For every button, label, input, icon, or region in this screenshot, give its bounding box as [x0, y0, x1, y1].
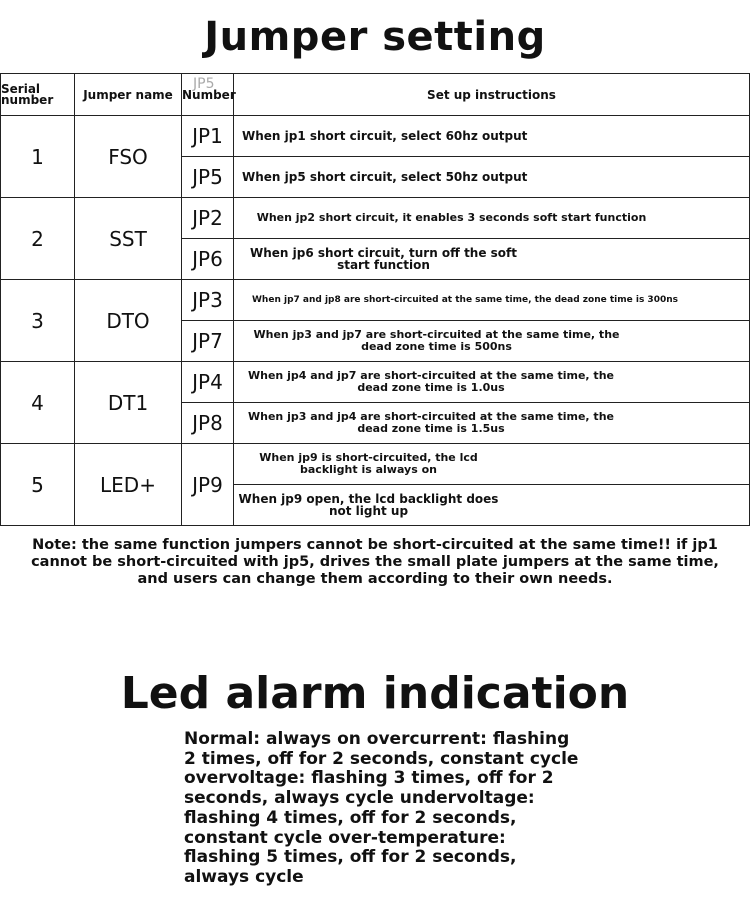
instruction-text: When jp2 short circuit, it enables 3 seconds soft start function	[256, 211, 647, 224]
table-header-row	[1, 74, 750, 116]
header-number-ghost: JP5	[193, 76, 215, 92]
instruction-cell	[234, 157, 750, 198]
instruction-cell	[234, 444, 750, 485]
instruction-cell	[234, 403, 750, 444]
jumper-number-cell: JP4	[182, 362, 234, 403]
jumper-name-cell: DT1	[75, 362, 182, 444]
table-row	[1, 444, 750, 485]
jumper-name-cell: DTO	[75, 280, 182, 362]
jumper-name-cell: FSO	[75, 116, 182, 198]
serial-cell: 5	[1, 444, 75, 526]
serial-cell: 1	[1, 116, 75, 198]
instruction-text: When jp3 and jp7 are short-circuited at the same time, the dead zone time is 500ns	[253, 328, 620, 353]
instruction-text: When jp6 short circuit, turn off the soft start function	[249, 246, 518, 272]
jumper-number-cell: JP2	[182, 198, 234, 239]
instruction-cell	[234, 362, 750, 403]
jumper-name-cell: LED+	[75, 444, 182, 526]
instruction-text: When jp9 is short-circuited, the lcd backlight is always on	[259, 451, 478, 476]
header-jumper-name: Jumper name	[75, 74, 182, 116]
serial-cell: 2	[1, 198, 75, 280]
instruction-cell	[234, 116, 750, 157]
alarm-description: Normal: always on overcurrent: flashing 2 times, off for 2 seconds, constant cycle overvoltage: flashing 3 times, off for 2 seconds, always cycle undervoltage: flashing 4 times, off for 2 seconds, constant cycle over-temperature: flashing 5 times, off for 2 seconds, always cycle	[184, 729, 579, 887]
instruction-cell	[234, 321, 750, 362]
table-row	[1, 116, 750, 157]
instruction-text: When jp4 and jp7 are short-circuited at the same time, the dead zone time is 1.0us	[247, 369, 614, 394]
table-row	[1, 280, 750, 321]
instruction-cell	[234, 280, 750, 321]
jumper-number-cell: JP6	[182, 239, 234, 280]
instruction-text: When jp3 and jp4 are short-circuited at the same time, the dead zone time is 1.5us	[247, 410, 614, 435]
instruction-text: When jp7 and jp8 are short-circuited at the same time, the dead zone time is 300ns	[252, 295, 678, 305]
table-row	[1, 198, 750, 239]
header-number	[182, 74, 234, 116]
jumper-number-cell: JP9	[182, 444, 234, 526]
note-text: Note: the same function jumpers cannot be short-circuited at the same time!! if jp1 cannot be short-circuited with jp5, drives the small plate jumpers at the same time, and users can change them according to their own needs.	[31, 537, 719, 587]
alarm-title: Led alarm indication	[120, 668, 630, 719]
serial-cell: 4	[1, 362, 75, 444]
jumper-number-cell: JP7	[182, 321, 234, 362]
jumper-number-cell: JP5	[182, 157, 234, 198]
instruction-text: When jp5 short circuit, select 50hz output	[242, 170, 528, 184]
header-serial: Serial number	[1, 74, 75, 116]
jumper-number-cell: JP8	[182, 403, 234, 444]
page-title: Jumper setting	[204, 14, 546, 60]
header-number-label: Number	[182, 87, 236, 102]
instruction-text: When jp1 short circuit, select 60hz output	[242, 129, 528, 143]
jumper-number-cell: JP3	[182, 280, 234, 321]
jumper-table	[0, 73, 750, 526]
serial-cell: 3	[1, 280, 75, 362]
jumper-name-cell: SST	[75, 198, 182, 280]
table-row	[1, 362, 750, 403]
header-instructions: Set up instructions	[234, 74, 750, 116]
instruction-cell	[234, 239, 750, 280]
instruction-text: When jp9 open, the lcd backlight does not light up	[238, 492, 499, 518]
instruction-cell	[234, 485, 750, 526]
instruction-cell	[234, 198, 750, 239]
jumper-number-cell: JP1	[182, 116, 234, 157]
